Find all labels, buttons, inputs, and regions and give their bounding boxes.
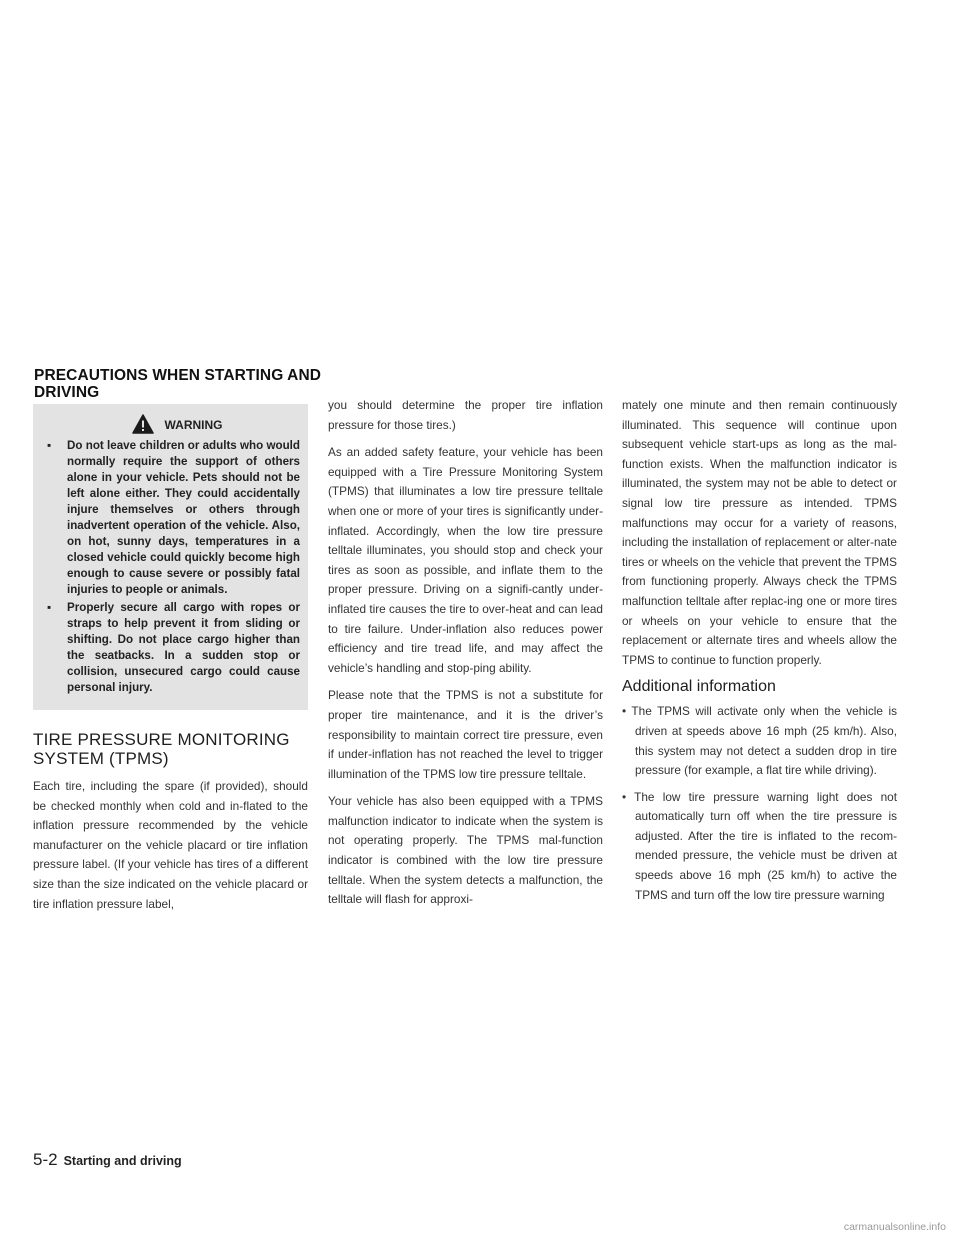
warning-box: [33, 404, 308, 710]
column-right: [622, 396, 897, 912]
column-middle: [328, 396, 603, 918]
warning-triangle-icon: [132, 414, 154, 434]
warning-item: ▪ Do not leave children or adults who would normally require the support of others alone in your vehicle. Pets should not be left alone either. They could accidentally injure themselves or others through inadvertent operation of the vehicle. Also, on hot, sunny days, temperatures in a closed vehicle could quickly become high enough to cause severe or possibly fatal injuries to people or animals.: [47, 439, 300, 596]
tpms-heading: TIRE PRESSURE MONITORING SYSTEM (TPMS): [33, 730, 290, 768]
tpms-paragraph: Please note that the TPMS is not a substitute for proper tire maintenance, and it is the driver’s responsibility to maintain correct tire pressure, even if under-inflation has not reached the level to trigger illumination of the TPMS low tire pressure telltale.: [328, 688, 603, 781]
watermark-link[interactable]: carmanualsonline.info: [843, 1221, 946, 1233]
page-number: 5-2: [33, 1150, 58, 1169]
page-footer: [33, 1150, 182, 1170]
tpms-paragraph: mately one minute and then remain continuously illuminated. This sequence will continue upon subsequent vehicle start-ups as long as the mal-function exists. When the malfunction indicator is illuminated, the system may not be able to detect or signal low tire pressure as intended. TPMS malfunctions may occur for a variety of reasons, including the installation of replacement or alter-nate tires or wheels on the vehicle that prevent the TPMS from functioning properly. Always check the TPMS malfunction telltale after replac-ing one or more tires or wheels on your vehicle to ensure that the replacement or alternate tires and wheels allow the TPMS to continue to function properly.: [622, 398, 897, 667]
additional-info-heading: Additional information: [622, 678, 776, 696]
bullet-glyph: ▪: [47, 439, 52, 452]
warning-label: WARNING: [164, 418, 223, 432]
warning-item: ▪ Properly secure all cargo with ropes or straps to help prevent it from sliding or shifting. Do not place cargo higher than the seatbacks. In a sudden stop or collision, unsecured cargo could cause personal injury.: [47, 601, 300, 694]
column-left: [33, 404, 308, 922]
tpms-paragraph: Each tire, including the spare (if provided), should be checked monthly when cold and in-flated to the inflation pressure recommended by the vehicle manufacturer on the vehicle placard or tire inflation pressure label. (If your vehicle has tires of a different size than the size indicated on the vehicle placard or tire inflation pressure label,: [33, 779, 308, 911]
tpms-paragraph: you should determine the proper tire inflation pressure for those tires.): [328, 398, 603, 432]
list-item: • The TPMS will activate only when the vehicle is driven at speeds above 16 mph (25 km/h). Also, this system may not detect a sudden drop in tire pressure (for example, a flat tire while driving).: [622, 704, 897, 778]
tpms-paragraph: As an added safety feature, your vehicle has been equipped with a Tire Pressure Monitoring System (TPMS) that illuminates a low tire pressure telltale when one or more of your tires is significantly under-inflated. Accordingly, when the low tire pressure telltale illuminates, you should stop and check your tires as soon as possible, and inflate them to the proper pressure. Driving on a signifi-cantly under-inflated tire causes the tire to over-heat and can lead to tire failure. Under-inflation also reduces power efficiency and tire tread life, and may affect the vehicle’s handling and stop-ping ability.: [328, 445, 603, 675]
warning-header: [39, 414, 300, 432]
list-item: • The low tire pressure warning light does not automatically turn off when the tire pressure is adjusted. After the tire is inflated to the recom-mended pressure, the vehicle must be driven at speeds above 16 mph (25 km/h) to active the TPMS and turn off the low tire pressure warning: [622, 789, 897, 902]
section-title: PRECAUTIONS WHEN STARTING AND DRIVING: [34, 367, 322, 401]
chapter-name: Starting and driving: [63, 1154, 182, 1168]
bullet-glyph: ▪: [47, 601, 52, 614]
tpms-paragraph: Your vehicle has also been equipped with a TPMS malfunction indicator to indicate when the system is not operating properly. The TPMS mal-function indicator is combined with the low tire pressure telltale. When the system detects a malfunction, the telltale will flash for approxi-: [328, 794, 603, 907]
